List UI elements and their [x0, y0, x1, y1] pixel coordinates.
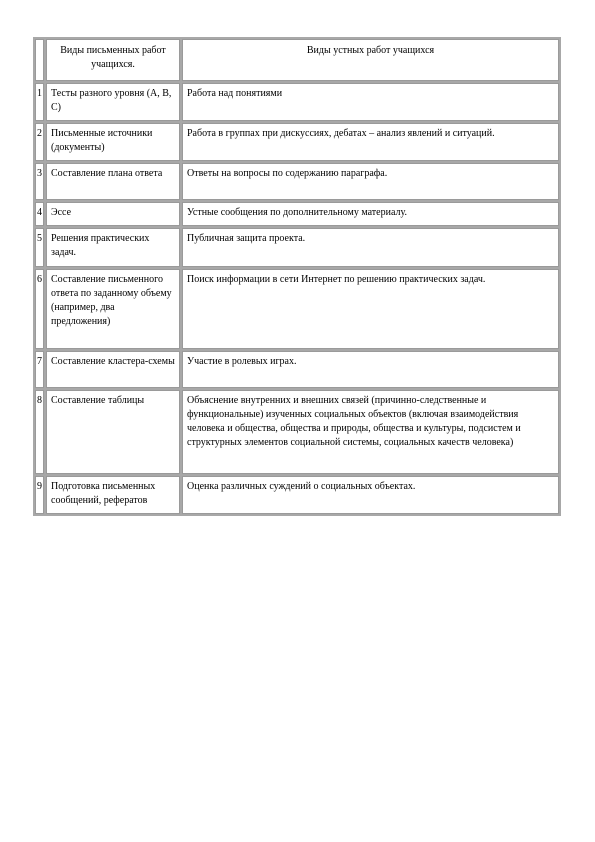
written-work-cell: Эссе — [46, 202, 180, 226]
table-row — [35, 123, 559, 161]
oral-work-cell: Ответы на вопросы по содержанию параграфа. — [182, 163, 559, 200]
table-row — [35, 476, 559, 514]
oral-work-cell: Поиск информации в сети Интернет по решению практических задач. — [182, 269, 559, 349]
row-number: 1 — [35, 83, 44, 121]
row-number: 7 — [35, 351, 44, 388]
table-row — [35, 202, 559, 226]
written-work-cell: Решения практических задач. — [46, 228, 180, 267]
header-written-works: Виды письменных работ учащихся. — [46, 39, 180, 81]
written-work-cell: Составление таблицы — [46, 390, 180, 474]
written-work-cell: Тесты разного уровня (А, В, С) — [46, 83, 180, 121]
table-header-row — [35, 39, 559, 81]
table-row — [35, 390, 559, 474]
written-work-cell: Составление письменного ответа по заданному объему (например, два предложения) — [46, 269, 180, 349]
written-work-cell: Составление кластера-схемы — [46, 351, 180, 388]
row-number: 2 — [35, 123, 44, 161]
oral-work-cell: Оценка различных суждений о социальных объектах. — [182, 476, 559, 514]
table-row — [35, 163, 559, 200]
row-number: 5 — [35, 228, 44, 267]
oral-work-cell: Устные сообщения по дополнительному материалу. — [182, 202, 559, 226]
written-work-cell: Составление плана ответа — [46, 163, 180, 200]
row-number: 8 — [35, 390, 44, 474]
header-oral-works: Виды устных работ учащихся — [182, 39, 559, 81]
written-work-cell: Письменные источники (документы) — [46, 123, 180, 161]
header-number-cell — [35, 39, 44, 81]
row-number: 9 — [35, 476, 44, 514]
row-number: 4 — [35, 202, 44, 226]
table-row — [35, 351, 559, 388]
oral-work-cell: Объяснение внутренних и внешних связей (причинно-следственные и функциональные) изученных социальных объектов (включая взаимодействия человека и общества, общества и природы, общества и культуры, подсистем и структурных элементов социальной системы, социальных качеств человека) — [182, 390, 559, 474]
oral-work-cell: Публичная защита проекта. — [182, 228, 559, 267]
table-row — [35, 269, 559, 349]
row-number: 6 — [35, 269, 44, 349]
written-work-cell: Подготовка письменных сообщений, рефератов — [46, 476, 180, 514]
work-types-table — [33, 37, 561, 516]
row-number: 3 — [35, 163, 44, 200]
table-row — [35, 228, 559, 267]
oral-work-cell: Работа в группах при дискуссиях, дебатах – анализ явлений и ситуаций. — [182, 123, 559, 161]
oral-work-cell: Работа над понятиями — [182, 83, 559, 121]
table-row — [35, 83, 559, 121]
oral-work-cell: Участие в ролевых играх. — [182, 351, 559, 388]
